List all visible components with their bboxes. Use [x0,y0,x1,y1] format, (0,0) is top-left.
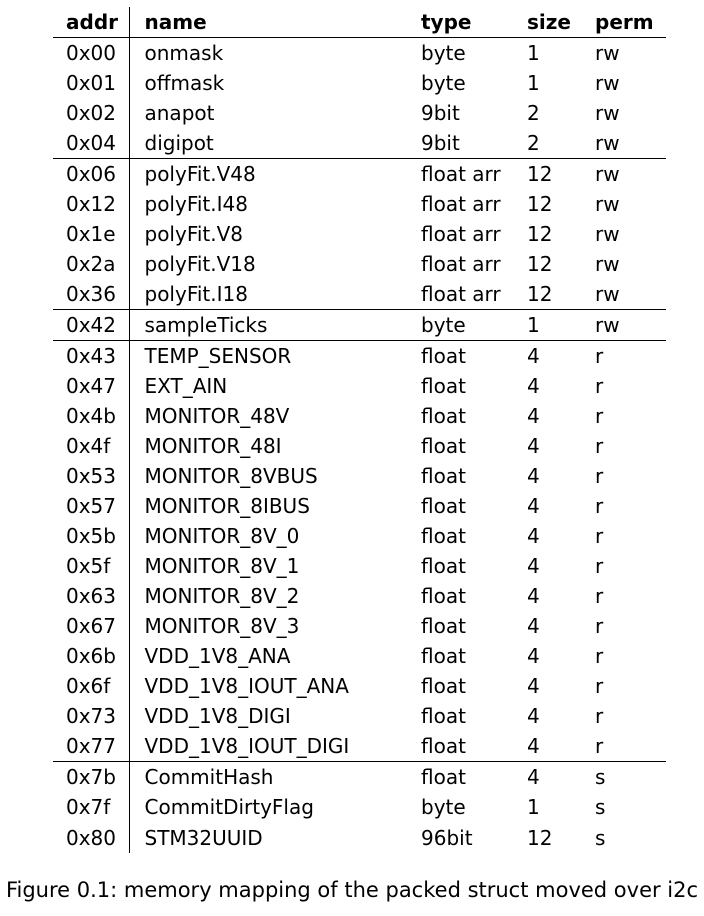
table-row [53,822,666,853]
type-cell: float arr [421,282,501,306]
table-row [53,611,666,641]
size-cell: 4 [514,762,582,793]
size-cell: 12 [527,252,553,276]
size-cell: 12 [527,825,553,850]
addr-cell: 0x53 [53,461,129,491]
table-row [53,581,666,611]
table-header-row [53,7,666,38]
size-cell: 1 [527,41,540,65]
table-row [53,98,666,128]
type-cell: float [421,704,466,728]
perm-cell: r [595,614,604,638]
perm-cell: s [595,795,606,819]
perm-cell: r [595,404,604,428]
type-cell: float arr [408,159,514,190]
name-cell: anapot [144,101,215,125]
table-row [53,762,666,793]
addr-cell: 0x63 [53,581,129,611]
name-cell: onmask [144,41,224,65]
type-cell: float [421,554,466,578]
size-cell: 4 [527,614,540,638]
perm-cell: r [595,524,604,548]
perm-cell: rw [595,101,620,125]
perm-cell: rw [595,222,620,246]
table-row [53,641,666,671]
name-cell: MONITOR_8V_2 [144,584,300,608]
name-cell: CommitHash [129,762,408,793]
table-row [53,431,666,461]
addr-cell: 0x06 [53,159,129,190]
addr-cell: 0x80 [53,822,129,853]
table-row [53,521,666,551]
name-cell: MONITOR_48I [144,434,282,458]
type-cell: float [421,524,466,548]
addr-cell: 0x2a [53,249,129,279]
perm-cell: rw [595,192,620,216]
type-cell: float [421,614,466,638]
type-cell: float [421,644,466,668]
table-row [53,341,666,372]
size-cell: 4 [527,374,540,398]
addr-cell: 0x04 [53,128,129,159]
size-cell: 4 [527,674,540,698]
type-cell: float arr [421,222,501,246]
name-cell: polyFit.I18 [144,282,248,306]
type-cell: byte [408,310,514,341]
header-perm: perm [582,7,666,38]
figure-caption: Figure 0.1: memory mapping of the packed struct moved over i2c [5,878,699,902]
size-cell: 1 [527,795,540,819]
type-cell: float [408,341,514,372]
size-cell: 4 [527,524,540,548]
perm-cell: s [595,825,606,850]
size-cell: 4 [527,494,540,518]
perm-cell: r [582,341,666,372]
perm-cell: r [595,644,604,668]
type-cell: float [421,494,466,518]
size-cell: 4 [527,404,540,428]
name-cell: MONITOR_8VBUS [144,464,318,488]
header-type: type [408,7,514,38]
type-cell: float arr [421,192,501,216]
name-cell: EXT_AIN [144,374,228,398]
addr-cell: 0x1e [53,219,129,249]
type-cell: float [421,674,466,698]
addr-cell: 0x7b [53,762,129,793]
perm-cell: r [595,674,604,698]
name-cell: VDD_1V8_ANA [144,644,291,668]
table-row [53,189,666,219]
perm-cell: rw [595,252,620,276]
perm-cell: r [595,554,604,578]
name-cell: VDD_1V8_IOUT_ANA [144,674,349,698]
table-row [53,219,666,249]
perm-cell: r [595,734,604,758]
name-cell: MONITOR_8V_0 [144,524,300,548]
type-cell: 9bit [421,101,460,125]
type-cell: 9bit [421,131,460,155]
perm-cell: r [595,494,604,518]
type-cell: float [421,464,466,488]
table-row [53,792,666,822]
name-cell: VDD_1V8_IOUT_DIGI [144,734,350,758]
size-cell: 4 [527,584,540,608]
name-cell: polyFit.I48 [144,192,248,216]
type-cell: float [421,374,466,398]
size-cell: 12 [527,192,553,216]
name-cell: polyFit.V48 [129,159,408,190]
perm-cell: r [595,464,604,488]
type-cell: byte [421,795,466,819]
table-row [53,401,666,431]
size-cell: 4 [527,464,540,488]
addr-cell: 0x77 [53,731,129,762]
perm-cell: rw [595,71,620,95]
type-cell: float [421,734,466,758]
type-cell: 96bit [421,825,473,850]
table-row [53,249,666,279]
size-cell: 12 [527,222,553,246]
size-cell: 12 [527,282,553,306]
addr-cell: 0x42 [53,310,129,341]
type-cell: float [421,584,466,608]
perm-cell: r [595,434,604,458]
type-cell: float [421,404,466,428]
addr-cell: 0x4f [53,431,129,461]
table-row [53,701,666,731]
table-row [53,731,666,762]
table-row [53,461,666,491]
name-cell: polyFit.V8 [144,222,244,246]
table-row [53,310,666,341]
addr-cell: 0x4b [53,401,129,431]
name-cell: polyFit.V18 [144,252,256,276]
table-row [53,38,666,69]
table-row [53,279,666,310]
table-row [53,128,666,159]
addr-cell: 0x00 [53,38,129,69]
perm-cell: r [595,584,604,608]
name-cell: MONITOR_8V_1 [144,554,300,578]
perm-cell: s [582,762,666,793]
perm-cell: rw [595,282,620,306]
table-row [53,491,666,521]
memory-map-table [53,7,666,853]
size-cell: 12 [514,159,582,190]
name-cell: CommitDirtyFlag [144,795,314,819]
size-cell: 4 [527,734,540,758]
table-row [53,371,666,401]
type-cell: float arr [421,252,501,276]
size-cell: 4 [527,644,540,668]
name-cell: offmask [144,71,225,95]
perm-cell: rw [582,310,666,341]
name-cell: VDD_1V8_DIGI [144,704,291,728]
addr-cell: 0x5b [53,521,129,551]
perm-cell: rw [595,41,620,65]
name-cell: STM32UUID [144,825,263,850]
name-cell: MONITOR_8IBUS [144,494,310,518]
name-cell: TEMP_SENSOR [129,341,408,372]
size-cell: 1 [527,71,540,95]
size-cell: 2 [527,131,540,155]
name-cell: digipot [144,131,214,155]
header-name: name [129,7,408,38]
name-cell: MONITOR_8V_3 [144,614,300,638]
size-cell: 4 [527,434,540,458]
table-row [53,68,666,98]
type-cell: float [421,434,466,458]
addr-cell: 0x73 [53,701,129,731]
table-row [53,159,666,190]
perm-cell: rw [582,159,666,190]
header-addr: addr [53,7,129,38]
addr-cell: 0x7f [53,792,129,822]
addr-cell: 0x36 [53,279,129,310]
addr-cell: 0x6b [53,641,129,671]
addr-cell: 0x01 [53,68,129,98]
addr-cell: 0x43 [53,341,129,372]
type-cell: float [408,762,514,793]
name-cell: sampleTicks [129,310,408,341]
addr-cell: 0x6f [53,671,129,701]
size-cell: 4 [527,704,540,728]
table-row [53,551,666,581]
addr-cell: 0x67 [53,611,129,641]
perm-cell: r [595,374,604,398]
table-row [53,671,666,701]
header-size: size [514,7,582,38]
perm-cell: rw [595,131,620,155]
addr-cell: 0x5f [53,551,129,581]
addr-cell: 0x57 [53,491,129,521]
perm-cell: r [595,704,604,728]
addr-cell: 0x47 [53,371,129,401]
size-cell: 1 [514,310,582,341]
size-cell: 2 [527,101,540,125]
addr-cell: 0x02 [53,98,129,128]
size-cell: 4 [527,554,540,578]
name-cell: MONITOR_48V [144,404,290,428]
size-cell: 4 [514,341,582,372]
type-cell: byte [421,41,466,65]
type-cell: byte [421,71,466,95]
addr-cell: 0x12 [53,189,129,219]
